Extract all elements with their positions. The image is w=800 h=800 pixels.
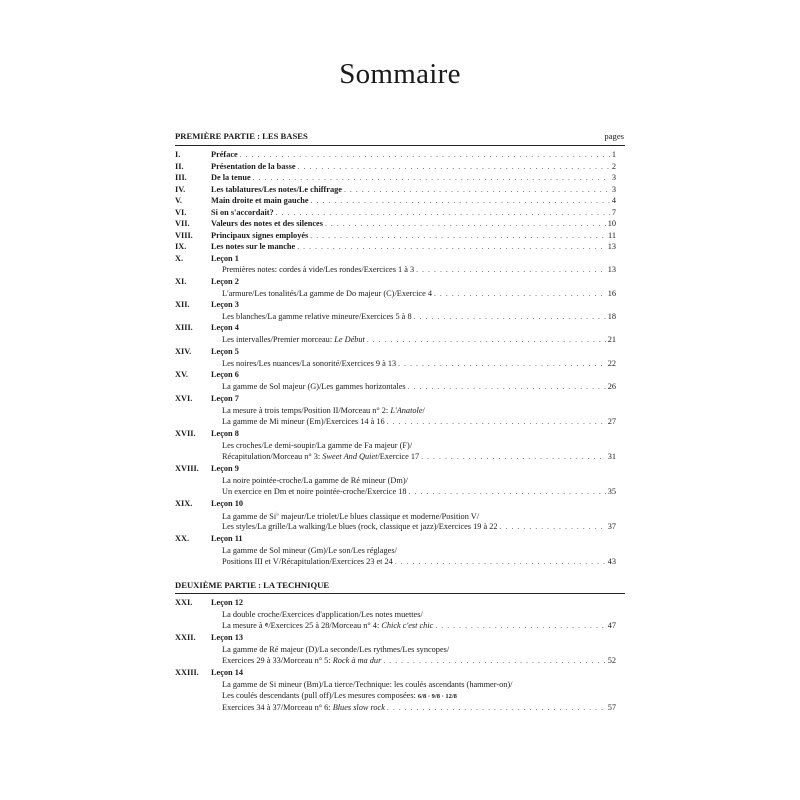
entry-text xyxy=(222,486,616,497)
toc-entry[interactable] xyxy=(175,207,616,218)
entry-text xyxy=(211,195,616,206)
page-number: 37 xyxy=(607,522,616,531)
entry-text xyxy=(222,609,616,620)
entry-title: Exercices 29 à 33/Morceau n° 5: Rock à ma dur xyxy=(222,656,382,665)
divider xyxy=(175,145,625,146)
entry-title: La gamme de Si mineur (Bm)/La tierce/Technique: les coulés ascendants (hammer-on)/ xyxy=(222,679,513,689)
entry-text xyxy=(222,451,616,462)
toc-lesson-heading[interactable] xyxy=(175,393,616,404)
entry-title: Leçon 3 xyxy=(211,300,239,309)
entry-number: V. xyxy=(175,196,182,205)
entry-text xyxy=(222,521,616,532)
part-heading-2: DEUXIÈME PARTIE : LA TECHNIQUE xyxy=(175,580,330,590)
entry-number: XV. xyxy=(175,370,188,379)
dot-leader xyxy=(311,195,610,206)
page-number: 3 xyxy=(611,173,616,182)
entry-title: La mesure à trois temps/Position II/Morceau n° 2: L'Anatole/ xyxy=(222,405,425,415)
entry-text xyxy=(211,299,616,310)
entry-title: Présentation de la basse xyxy=(211,161,296,171)
page-number: 2 xyxy=(611,161,616,171)
entry-text xyxy=(222,679,616,690)
entry-text xyxy=(222,334,616,345)
entry-title: La gamme de Si♭ majeur/Le triolet/Le blues classique et moderne/Position V/ xyxy=(222,511,480,521)
entry-number: XVII. xyxy=(175,429,196,438)
entry-number: XIV. xyxy=(175,347,192,356)
entry-title: La mesure à 𝄵/Exercices 25 à 28/Morceau n° 4: Chick c'est chic xyxy=(222,621,434,630)
toc-entry[interactable] xyxy=(175,241,616,252)
entry-number: III. xyxy=(175,173,187,182)
page-number: 13 xyxy=(607,242,616,251)
entry-number: VIII. xyxy=(175,230,193,240)
dot-leader xyxy=(298,161,610,172)
toc-subentry[interactable] xyxy=(175,416,616,427)
entry-title: La gamme de Ré majeur (D)/La seconde/Les rythmes/Les syncopes/ xyxy=(222,644,450,654)
entry-text xyxy=(211,322,616,333)
dot-leader xyxy=(409,486,606,497)
entry-title: Si on s'accordait? xyxy=(211,207,274,217)
entry-number: XX. xyxy=(175,534,190,543)
entry-title: De la tenue xyxy=(211,173,251,182)
toc-subentry[interactable] xyxy=(175,311,616,322)
entry-text xyxy=(222,644,616,655)
toc-subentry[interactable] xyxy=(175,381,616,392)
entry-text xyxy=(211,161,616,172)
page-number: 4 xyxy=(611,196,616,205)
toc-entry[interactable] xyxy=(175,161,616,172)
entry-text xyxy=(211,533,616,544)
toc-lesson-heading[interactable] xyxy=(175,369,616,380)
entry-title: La double croche/Exercices d'application/Les notes muettes/ xyxy=(222,609,423,619)
dot-leader xyxy=(367,334,606,345)
page-number: 26 xyxy=(607,382,616,391)
entry-text xyxy=(222,405,616,416)
entry-title: Les croches/Le demi-soupir/La gamme de Fa majeur (F)/ xyxy=(222,440,413,450)
entry-number: XVIII. xyxy=(175,464,199,473)
page-number: 21 xyxy=(607,335,616,344)
entry-title: Leçon 8 xyxy=(211,429,239,438)
toc-lesson-heading[interactable] xyxy=(175,597,616,608)
toc-lesson-heading[interactable] xyxy=(175,276,616,287)
entry-text xyxy=(211,393,616,404)
page-number: 22 xyxy=(607,358,616,368)
dot-leader xyxy=(398,358,606,369)
entry-text xyxy=(211,276,616,287)
entry-title: Leçon 9 xyxy=(211,464,239,473)
entry-title: Leçon 11 xyxy=(211,534,243,543)
entry-text xyxy=(222,288,616,299)
page-number: 7 xyxy=(611,207,616,217)
entry-text xyxy=(222,264,616,275)
entry-title: Les tablatures/Les notes/Le chiffrage xyxy=(211,184,342,194)
entry-text xyxy=(222,311,616,322)
toc-subentry[interactable] xyxy=(175,556,616,567)
entry-title: La gamme de Sol mineur (Gm)/Le son/Les réglages/ xyxy=(222,545,397,555)
dot-leader xyxy=(325,218,606,229)
entry-title: Leçon 4 xyxy=(211,323,239,332)
page-number: 1 xyxy=(611,150,616,159)
entry-text xyxy=(222,358,616,369)
toc-subentry[interactable] xyxy=(175,545,616,556)
entry-title: Les blanches/La gamme relative mineure/Exercices 5 à 8 xyxy=(222,312,412,321)
toc-subentry[interactable] xyxy=(175,288,616,299)
entry-text xyxy=(222,381,616,392)
toc-lesson-heading[interactable] xyxy=(175,498,616,509)
toc-lesson-heading[interactable] xyxy=(175,463,616,474)
entry-number: XIX. xyxy=(175,499,193,508)
entry-text xyxy=(211,632,616,643)
entry-title: Un exercice en Dm et noire pointée-croche/Exercice 18 xyxy=(222,487,407,496)
dot-leader xyxy=(253,172,610,183)
entry-title: Premières notes: cordes à vide/Les rondes/Exercices 1 à 3 xyxy=(222,265,415,274)
entry-number: XIII. xyxy=(175,323,193,332)
toc-subentry[interactable] xyxy=(175,440,616,451)
entry-number: XII. xyxy=(175,300,190,309)
page-number: 10 xyxy=(607,219,616,228)
part-heading-1: PREMIÈRE PARTIE : LES BASES xyxy=(175,131,308,141)
entry-text xyxy=(211,253,616,264)
entry-number: VII. xyxy=(175,219,190,228)
entry-title: Leçon 10 xyxy=(211,499,244,508)
page-number: 16 xyxy=(607,289,616,298)
entry-title: La gamme de Mi mineur (Em)/Exercices 14 à 16 xyxy=(222,417,385,426)
time-signatures: 6/8 · 9/8 · 12/8 xyxy=(417,693,457,700)
toc-lesson-heading[interactable] xyxy=(175,667,616,678)
toc-lesson-heading[interactable] xyxy=(175,346,616,357)
toc-subentry[interactable] xyxy=(175,475,616,486)
entry-text xyxy=(211,667,616,678)
dot-leader xyxy=(408,381,606,392)
entry-title: Les noires/Les nuances/La sonorité/Exercices 9 à 13 xyxy=(222,358,397,368)
toc-lesson-heading[interactable] xyxy=(175,428,616,439)
entry-number: I. xyxy=(175,150,181,159)
dot-leader xyxy=(240,149,610,160)
entry-text xyxy=(211,230,616,241)
entry-title: Les coulés descendants (pull off)/Les mesures composées: 6/8 · 9/8 · 12/8 xyxy=(222,691,457,700)
entry-number: II. xyxy=(175,161,184,171)
page-number: 27 xyxy=(607,417,616,426)
entry-text xyxy=(211,207,616,218)
entry-title: Leçon 6 xyxy=(211,370,239,379)
entry-title: Exercices 34 à 37/Morceau n° 6: Blues slow rock xyxy=(222,703,385,712)
entry-title: Leçon 2 xyxy=(211,277,239,286)
toc-subentry[interactable] xyxy=(175,358,616,369)
dot-leader xyxy=(500,521,606,532)
page-title: Sommaire xyxy=(339,58,461,90)
entry-text xyxy=(211,241,616,252)
toc-subentry[interactable] xyxy=(175,486,616,497)
toc-lesson-heading[interactable] xyxy=(175,299,616,310)
toc-subentry[interactable] xyxy=(175,264,616,275)
toc-entry[interactable] xyxy=(175,172,616,183)
entry-title: Les notes sur le manche xyxy=(211,242,296,251)
entry-text xyxy=(222,510,616,522)
dot-leader xyxy=(395,556,606,567)
toc-subentry[interactable] xyxy=(175,405,616,416)
entry-text xyxy=(222,702,616,713)
dot-leader xyxy=(421,451,606,462)
toc-subentry[interactable] xyxy=(175,609,616,620)
toc-lesson-heading[interactable] xyxy=(175,632,616,643)
entry-text xyxy=(211,218,616,229)
entry-title: L'armure/Les tonalités/La gamme de Do majeur (C)/Exercice 4 xyxy=(222,289,432,298)
entry-title: Valeurs des notes et des silences xyxy=(211,219,323,228)
entry-number: IV. xyxy=(175,184,186,194)
toc-subentry[interactable] xyxy=(175,620,616,631)
page-number: 3 xyxy=(611,184,616,194)
toc-lesson-heading[interactable] xyxy=(175,533,616,544)
entry-number: VI. xyxy=(175,207,187,217)
dot-leader xyxy=(387,416,606,427)
page-number: 35 xyxy=(607,487,616,496)
page-number: 57 xyxy=(607,703,616,712)
entry-text xyxy=(211,597,616,608)
dot-leader xyxy=(434,288,606,299)
cut-time-icon: 𝄵 xyxy=(264,621,269,630)
toc-subentry[interactable] xyxy=(175,510,616,521)
entry-title: Récapitulation/Morceau n° 3: Sweet And Quiet/Exercice 17 xyxy=(222,452,420,461)
toc-subentry[interactable] xyxy=(175,521,616,532)
page-number: 52 xyxy=(607,656,616,665)
entry-text xyxy=(211,149,616,160)
toc-subentry[interactable] xyxy=(175,655,616,666)
pages-column-label: pages xyxy=(604,131,624,141)
dot-leader xyxy=(310,230,606,241)
entry-text xyxy=(211,172,616,183)
entry-text xyxy=(211,463,616,474)
toc-subentry[interactable] xyxy=(175,644,616,655)
entry-title: Leçon 1 xyxy=(211,253,239,263)
toc-entry[interactable] xyxy=(175,218,616,229)
entry-text xyxy=(222,475,616,486)
toc-lesson-heading[interactable] xyxy=(175,253,616,264)
entry-title: Principaux signes employés xyxy=(211,230,309,240)
entry-number: XXII. xyxy=(175,633,196,642)
entry-text xyxy=(222,655,616,666)
entry-title: La gamme de Sol majeur (G)/Les gammes horizontales xyxy=(222,382,406,391)
entry-text xyxy=(222,545,616,556)
entry-text xyxy=(211,498,616,509)
toc-entry[interactable] xyxy=(175,184,616,195)
entry-title: Positions III et V/Récapitulation/Exercices 23 et 24 xyxy=(222,557,393,566)
toc-subentry[interactable] xyxy=(175,679,616,690)
entry-number: XI. xyxy=(175,277,187,286)
entry-number: XXIII. xyxy=(175,668,199,677)
toc-subentry[interactable] xyxy=(175,334,616,345)
entry-title: Les intervalles/Premier morceau: Le Début xyxy=(222,335,365,344)
entry-number: X. xyxy=(175,253,184,263)
entry-text xyxy=(222,416,616,427)
entry-title: Leçon 14 xyxy=(211,668,244,677)
dot-leader xyxy=(383,655,605,666)
entry-title: Leçon 7 xyxy=(211,394,239,403)
page-number: 18 xyxy=(607,312,616,321)
entry-title: Main droite et main gauche xyxy=(211,196,309,205)
entry-number: XXI. xyxy=(175,598,193,607)
entry-text xyxy=(222,440,616,451)
dot-leader xyxy=(297,241,606,252)
entry-title: Les styles/La grille/La walking/Le blues (rock, classique et jazz)/Exercices 19 à 22 xyxy=(222,522,498,531)
dot-leader xyxy=(344,184,610,195)
page-number: 31 xyxy=(607,452,616,461)
entry-title: Préface xyxy=(211,150,238,159)
entry-text xyxy=(211,369,616,380)
toc-entry[interactable] xyxy=(175,195,616,206)
page-number: 43 xyxy=(607,557,616,566)
entry-text xyxy=(211,346,616,357)
entry-text xyxy=(211,184,616,195)
entry-title: Leçon 5 xyxy=(211,347,239,356)
entry-text xyxy=(222,620,616,631)
entry-title: La noire pointée-croche/La gamme de Ré mineur (Dm)/ xyxy=(222,475,408,485)
toc-entry[interactable] xyxy=(175,149,616,160)
toc-subentry[interactable] xyxy=(175,451,616,462)
toc-subentry[interactable] xyxy=(175,702,616,713)
dot-leader xyxy=(276,207,610,218)
entry-title: Leçon 13 xyxy=(211,633,244,642)
divider xyxy=(175,593,625,594)
dot-leader xyxy=(435,620,605,631)
entry-number: IX. xyxy=(175,242,187,251)
dot-leader xyxy=(414,311,606,322)
toc-subentry[interactable] xyxy=(175,690,616,701)
entry-text xyxy=(222,556,616,567)
dot-leader xyxy=(387,702,606,713)
page-number: 13 xyxy=(607,265,616,274)
flat-sign-icon: ♭ xyxy=(276,511,279,518)
page-number: 47 xyxy=(607,621,616,630)
dot-leader xyxy=(416,264,606,275)
toc-entry[interactable] xyxy=(175,230,616,241)
entry-number: XVI. xyxy=(175,394,193,403)
page-number: 11 xyxy=(608,230,616,240)
toc-lesson-heading[interactable] xyxy=(175,322,616,333)
entry-text xyxy=(211,428,616,439)
entry-text xyxy=(222,690,616,702)
entry-title: Leçon 12 xyxy=(211,598,244,607)
